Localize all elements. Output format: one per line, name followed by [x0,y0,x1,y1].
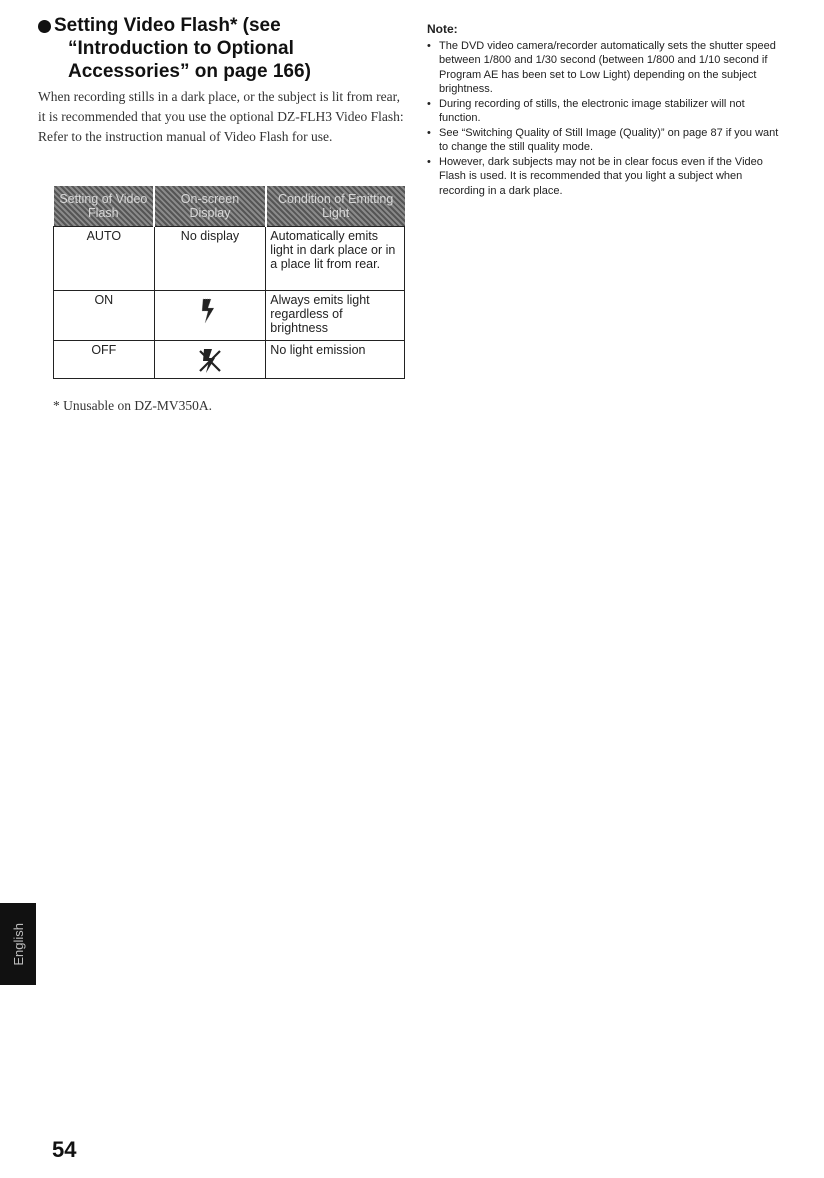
cell-setting: AUTO [54,227,155,291]
language-tab [0,903,36,985]
header-condition: Condition of Emitting Light [266,186,405,227]
language-tab-label: English [10,922,26,966]
note-section [427,22,787,198]
note-title: Note: [427,22,458,36]
flash-on-icon [199,297,221,325]
cell-setting: ON [54,291,155,341]
footnote: * Unusable on DZ-MV350A. [53,398,212,413]
cell-condition: No light emission [266,341,405,379]
heading-line-3: Accessories” on page 166) [68,61,311,82]
table-row [54,227,405,291]
cell-condition: Automatically emits light in dark place or in a place lit from rear. [266,227,405,291]
video-flash-table [53,186,405,379]
intro-paragraph: When recording stills in a dark place, or the subject is lit from rear, it is recommended that you use the optional DZ-FLH3 Video Flash: Refer to the instruction manual of Video Flash for use. [38,89,404,144]
cell-display: No display [154,227,266,291]
bullet-icon [38,20,51,33]
main-section [38,14,410,147]
cell-display [154,291,266,341]
header-setting: Setting of Video Flash [54,186,155,227]
table-row [54,341,405,379]
cell-display [154,341,266,379]
note-list [427,39,787,199]
heading-line-2: “Introduction to Optional [68,38,294,59]
header-display: On-screen Display [154,186,266,227]
cell-condition: Always emits light regardless of brightness [266,291,405,341]
table-header-row [54,186,405,227]
list-item: • During recording of stills, the electronic image stabilizer will not function. [427,97,787,126]
section-heading [38,14,410,83]
table-row [54,291,405,341]
list-item: • See “Switching Quality of Still Image (Quality)” on page 87 if you want to change the still quality mode. [427,126,787,155]
list-item: • The DVD video camera/recorder automatically sets the shutter speed between 1/800 and 1/30 second (between 1/800 and 1/10 second if Program AE has been set to Low Light) depending on the subject brightness. [427,39,787,97]
cell-setting: OFF [54,341,155,379]
list-item: • However, dark subjects may not be in clear focus even if the Video Flash is used. It is recommended that you light a subject when recording in a dark place. [427,155,787,199]
flash-off-icon [197,347,223,375]
page-number: 54 [52,1137,77,1162]
heading-line-1: Setting Video Flash* (see [54,15,281,36]
